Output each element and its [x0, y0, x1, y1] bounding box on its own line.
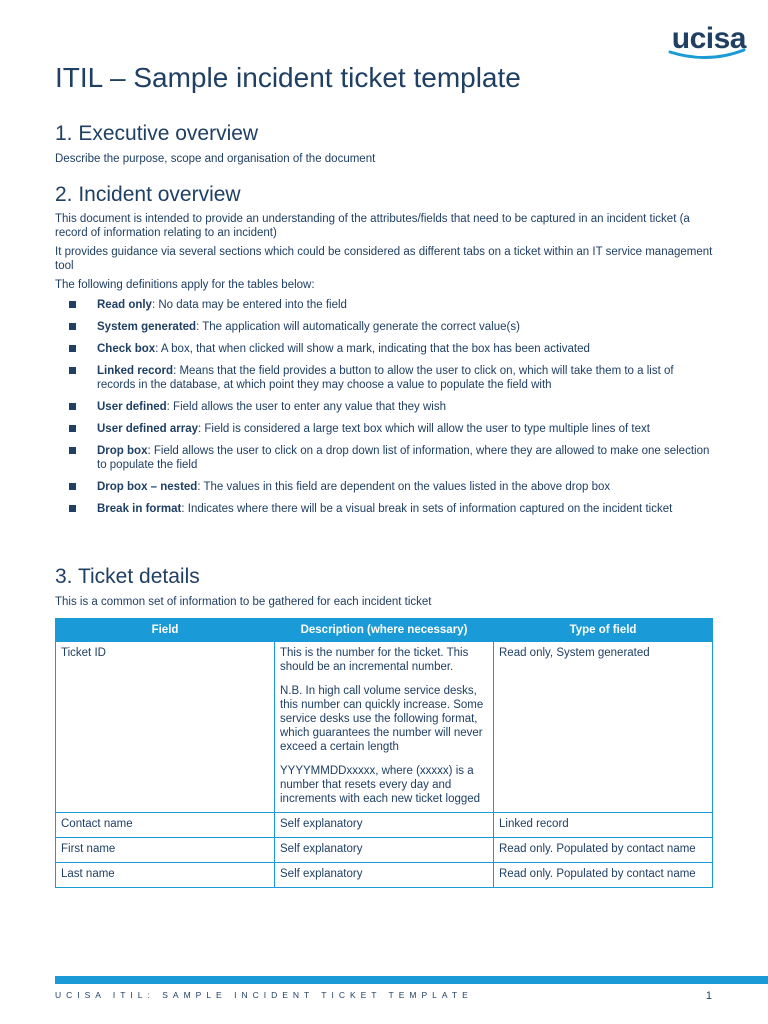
cell-field: Ticket ID [56, 642, 275, 813]
list-item [55, 502, 715, 516]
definition-desc: : Field allows the user to enter any value that they wish [166, 401, 447, 413]
footer-text: UCISA ITIL: SAMPLE INCIDENT TICKET TEMPLATE [55, 990, 473, 1000]
section-body: This is a common set of information to be gathered for each incident ticket [55, 596, 432, 608]
page-number: 1 [705, 990, 712, 1002]
table-header-row [56, 619, 713, 642]
cell-type: Read only. Populated by contact name [494, 838, 713, 863]
logo-text: ucisa [671, 22, 746, 55]
cell-description: Self explanatory [275, 813, 494, 838]
definition-term: Check box [97, 343, 156, 355]
cell-paragraph: N.B. In high call volume service desks, this number can quickly increase. Some service desks use the following format, which guarantees the number will never exceed a certain length [280, 685, 484, 753]
definition-term: User defined [97, 401, 167, 413]
definition-desc: : Field is considered a large text box which will allow the user to type multiple lines of text [198, 423, 650, 435]
list-item [55, 400, 715, 414]
definition-term: Linked record [97, 365, 174, 377]
cell-field: Contact name [56, 813, 275, 838]
footer-bar [55, 976, 768, 984]
definition-desc: : The values in this field are dependent on the values listed in the above drop box [197, 481, 611, 493]
cell-description: Self explanatory [275, 838, 494, 863]
definition-term: System generated [97, 321, 197, 333]
list-item [55, 364, 715, 392]
cell-description [275, 642, 494, 813]
definition-term: Break in format [97, 503, 182, 515]
cell-paragraph: This is the number for the ticket. This should be an incremental number. [280, 647, 469, 673]
definition-term: User defined array [97, 423, 198, 435]
definition-desc: : Indicates where there will be a visual break in sets of information captured on the incident ticket [181, 503, 673, 515]
cell-field: First name [56, 838, 275, 863]
ticket-details-table [55, 618, 713, 888]
table-row [56, 813, 713, 838]
table-row [56, 863, 713, 888]
cell-type: Read only, System generated [494, 642, 713, 813]
definition-term: Drop box [97, 445, 148, 457]
logo-swoosh-icon [668, 48, 746, 62]
page-title: ITIL – Sample incident ticket template [55, 62, 521, 93]
table-row [56, 838, 713, 863]
list-item [55, 444, 715, 472]
definition-desc: : Means that the field provides a button to allow the user to click on, which will take them to a list of records in the database, at which point they may choose a value to populate the field with [97, 365, 674, 391]
table-row [56, 642, 713, 813]
ucisa-logo [666, 18, 746, 62]
column-header-field: Field [56, 619, 275, 642]
column-header-type: Type of field [494, 619, 713, 642]
cell-description: Self explanatory [275, 863, 494, 888]
section-body: Describe the purpose, scope and organisation of the document [55, 153, 376, 165]
list-item [55, 480, 715, 494]
list-item [55, 298, 715, 312]
section-heading: 2. Incident overview [55, 183, 241, 206]
definition-desc: : No data may be entered into the field [151, 299, 347, 311]
section-ticket-details [55, 565, 715, 609]
section-heading: 1. Executive overview [55, 122, 259, 145]
definition-term: Drop box – nested [97, 481, 198, 493]
cell-type: Read only. Populated by contact name [494, 863, 713, 888]
definition-desc: : A box, that when clicked will show a mark, indicating that the box has been activated [155, 343, 590, 355]
cell-type: Linked record [494, 813, 713, 838]
paragraph: The following definitions apply for the tables below: [55, 279, 315, 291]
section-executive-overview [55, 122, 715, 166]
paragraph: It provides guidance via several sections which could be considered as different tabs on a ticket within an IT service management tool [55, 246, 713, 272]
section-heading: 3. Ticket details [55, 565, 200, 588]
definition-term: Read only [97, 299, 152, 311]
definition-desc: : The application will automatically generate the correct value(s) [196, 321, 520, 333]
definition-desc: : Field allows the user to click on a drop down list of information, where they are allowed to make one selection to populate the field [97, 445, 710, 471]
list-item [55, 342, 715, 356]
cell-field: Last name [56, 863, 275, 888]
list-item [55, 422, 715, 436]
paragraph: This document is intended to provide an understanding of the attributes/fields that need to be captured in an incident ticket (a record of information relating to an incident) [55, 213, 690, 239]
section-incident-overview [55, 183, 715, 524]
definitions-list [55, 298, 715, 516]
cell-paragraph: YYYYMMDDxxxxx, where (xxxxx) is a number that resets every day and increments with each new ticket logged [280, 765, 481, 805]
list-item [55, 320, 715, 334]
column-header-description: Description (where necessary) [275, 619, 494, 642]
